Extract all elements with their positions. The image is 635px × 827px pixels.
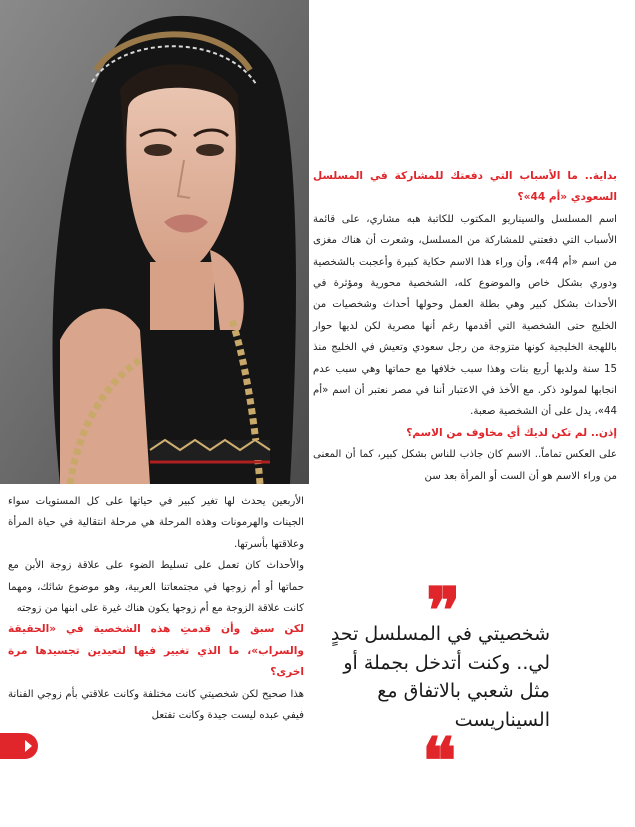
question-heading: بداية.. ما الأسباب التي دفعتك للمشاركة في المسلسل السعودي «أم 44»؟: [313, 170, 617, 204]
answer-paragraph: هذا صحيح لكن شخصيتي كانت مختلفة وكانت علاقتي بأم زوجي الفنانة فيفي عبده ليست جيدة وكانت تفتعل: [8, 688, 304, 722]
answer-paragraph: والأحداث كان تعمل على تسليط الضوء على علاقة زوجة الأبن مع حماتها أو أم زوجها في مجتمعاتنا العربية، وهو موضوع شائك، ومهما كانت علاقة الزوجة مع أم زوجها يكون هناك غيرة على ابنها من زوجته: [8, 560, 304, 615]
open-quote-icon: ❞: [426, 574, 461, 649]
page-edge-tab: [0, 733, 38, 759]
portrait-illustration: [0, 0, 309, 484]
question-heading: إذن.. لم تكن لديك أي مخاوف من الاسم؟: [406, 426, 617, 439]
answer-paragraph: على العكس تماماً.. الاسم كان جاذب للناس بشكل كبير، كما أن المعنى من وراء الاسم هو أن الست أو المرأة بعد سن: [313, 449, 617, 482]
pull-quote-text: شخصيتي في المسلسل تحدٍ لي.. وكنت أتدخل بجملة أو مثل شعبي بالاتفاق مع السيناريست: [330, 623, 550, 731]
close-quote-icon: ❝: [422, 724, 457, 799]
pull-quote: [318, 574, 622, 799]
answer-paragraph: اسم المسلسل والسيناريو المكتوب للكاتبة هبه مشاري، على قائمة الأسباب التي دفعتني للمشاركة من المسلسل، وشعرت أن هناك مغزى من اسم «أم 44»، وأن وراء هذا الاسم حكاية كبيرة وأعجبت بالشخصية ودوري بشكل خاص والموضوع كله، الشخصية محورية ومؤثرة في الأحداث بشكل كبير وهي بطلة العمل وحولها أحداث وشخصيات من الخليج حتى الشخصية التي أقدمها رغم أنها مصرية لكن لديها حوار باللهجة الخليجية كونها متزوجة من رجل سعودي وتعيش في الخليج منذ 15 سنة ولديها أربع بنات وهذا سبب خلافها مع حماتها وهي سبب عدم انجابها لمولود ذكر. مع الأخذ في الاعتبار أننا في مصر نعتبر أن اسم «أم 44»، يدل على أن الشخصية صعبة.: [313, 213, 617, 418]
answer-paragraph: الأربعين يحدث لها تغير كبير في حياتها على كل المستويات سواء الجينات والهرمونات وهذه المرحلة هي مرحلة انتقالية في حياة المرأة وعلاقتها بأسرتها.: [8, 496, 304, 550]
portrait-photo: [0, 0, 309, 484]
article-column-left: [8, 491, 304, 726]
question-heading: لكن سبق وأن قدمتِ هذه الشخصية في «الحقيقة والسراب»، ما الذي تغيير فيها لتعيدين تجسيدها مرة اخرى؟: [8, 623, 304, 679]
article-column-right: [313, 166, 617, 487]
